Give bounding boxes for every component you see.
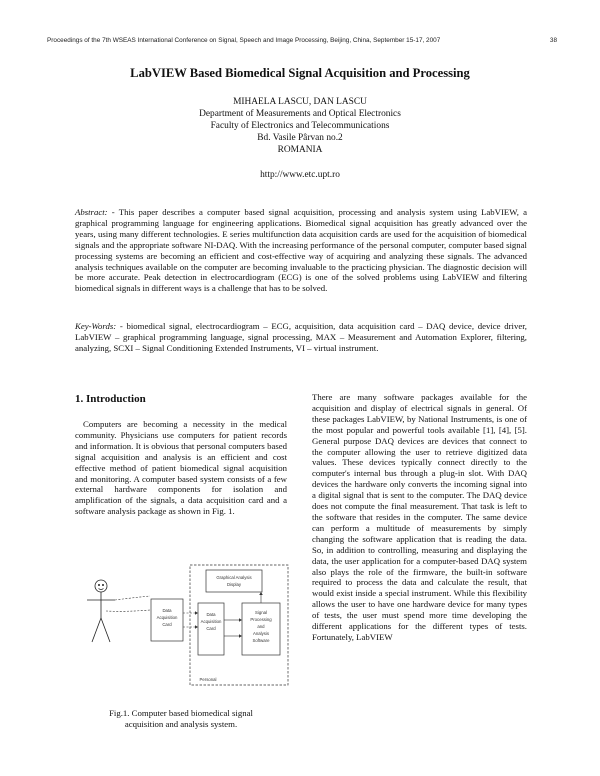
author-names: MIHAELA LASCU, DAN LASCU xyxy=(233,97,367,107)
caption-line-2: acquisition and analysis system. xyxy=(124,719,238,729)
author-faculty: Faculty of Electronics and Telecommunications xyxy=(210,121,390,131)
keywords xyxy=(75,321,527,354)
daq-card-box-1 xyxy=(151,599,183,641)
proc-line4: Analysis xyxy=(252,631,270,636)
running-head-text: Proceedings of the 7th WSEAS International Conference on Signal, Speech and Image Processing, Beijing, China, September 15-17, 2007 xyxy=(47,37,441,44)
proc-line1: Signal xyxy=(255,610,267,615)
daq2-line1: Data xyxy=(206,612,216,617)
keywords-text: - biomedical signal, electrocardiogram – ECG, acquisition, data acquisition card – DAQ device, device driver, LabVIEW – graphical programming language, signal processing, MAX – Measurement and Automation Explorer, filtering, analyzing, SCXI – Signal Conditioning Extended Instruments, VI – virtual instrument. xyxy=(75,321,527,353)
electrode-leads xyxy=(106,596,150,611)
author-block xyxy=(0,96,600,156)
paper-title: LabVIEW Based Biomedical Signal Acquisition and Processing xyxy=(130,66,470,80)
proc-line5: Software xyxy=(252,638,270,643)
abstract-label: Abstract: xyxy=(75,207,108,217)
daq2-line3: Card xyxy=(206,626,216,631)
section-heading-introduction: 1. Introduction xyxy=(75,393,146,405)
author-address: Bd. Vasile Pârvan no.2 xyxy=(257,133,343,143)
page-number: 38 xyxy=(549,37,557,44)
display-box-line1: Graphical Analysis xyxy=(216,575,252,580)
daq2-line2: Acquisition xyxy=(200,619,222,624)
figure-1-caption xyxy=(75,708,287,730)
display-box-line2: Display xyxy=(226,582,242,587)
author-country: ROMANIA xyxy=(277,145,323,155)
proc-line2: Processing xyxy=(250,617,272,622)
abstract xyxy=(75,207,527,294)
left-column-paragraph: Computers are becoming a necessity in the medical community. Physicians use computers for patient records and information. It is obvious that personal computers based signal acquisition and analysis is an efficient and cost effective method of patient biomedical signal acquisition and monitoring. A computer based system consists of a few external hardware components for isolation and amplification of the signals, a data acquisition card and a software analysis package as shown in Fig. 1. xyxy=(75,419,287,517)
running-header xyxy=(47,37,557,44)
caption-line-1: Fig.1. Computer based biomedical signal xyxy=(109,708,253,718)
proc-line3: and xyxy=(257,624,265,629)
enclosure-label: Personal xyxy=(199,677,217,682)
display-box xyxy=(206,570,262,592)
abstract-text: - This paper describes a computer based signal acquisition, processing and analysis system using LabVIEW, a graphical programming language for engineering applications. Biomedical signal acquisition has greatly advanced over the years, using many different technologies. E series multifunction data acquisition cards are used for the acquisition of biomedical signals and the appropriate software NI-DAQ. With the increasing performance of the personal computer, computer based signal processing systems are becoming an efficient and cost-effective way of acquiring and analyzing these signals. The advanced analysis techniques available on the computer are becoming invaluable to the practicing physician. The diagnostic decision will be more accurate. Peak detection in electrocardiogram (ECG) is one of the solved problems using LabVIEW and filtering biomedical signals in different ways is a challenge that has to be solved. xyxy=(75,207,527,294)
daq1-line1: Data xyxy=(162,608,172,613)
daq1-line3: Card xyxy=(162,622,172,627)
daq1-line2: Acquisition xyxy=(156,615,178,620)
author-url[interactable]: http://www.etc.upt.ro xyxy=(260,170,340,180)
keywords-label: Key-Words: xyxy=(75,321,117,331)
right-column-paragraph: There are many software packages available for the acquisition and display of electrical signals in general. Of these packages LabVIEW, by National Instruments, is one of the most popular and powerful tools available [1], [4], [5]. General purpose DAQ devices are devices that connect to the computer allowing the user to retrieve digitized data values. These devices typically connect directly to the computer's internal bus through a plug-in slot. With DAQ devices the hardware only converts the incoming signal into a digital signal that is sent to the computer. The DAQ device does not compute the final measurement. That task is left to the software that resides in the computer. The same device can perform a multitude of measurements by simply changing the software application that is reading the data. So, in addition to controlling, measuring and displaying the data, the user application for a computer-based DAQ system also plays the role of the firmware, the built-in software required to process the data and calculate the result, that would exist inside a special instrument. While this flexibility allows the user to have one hardware device for many types of tests, the user must spend more time developing the different applications for the different types of tests. Fortunately, LabVIEW xyxy=(312,392,527,642)
author-department: Department of Measurements and Optical Electronics xyxy=(199,109,401,119)
figure-1-diagram xyxy=(78,562,290,707)
